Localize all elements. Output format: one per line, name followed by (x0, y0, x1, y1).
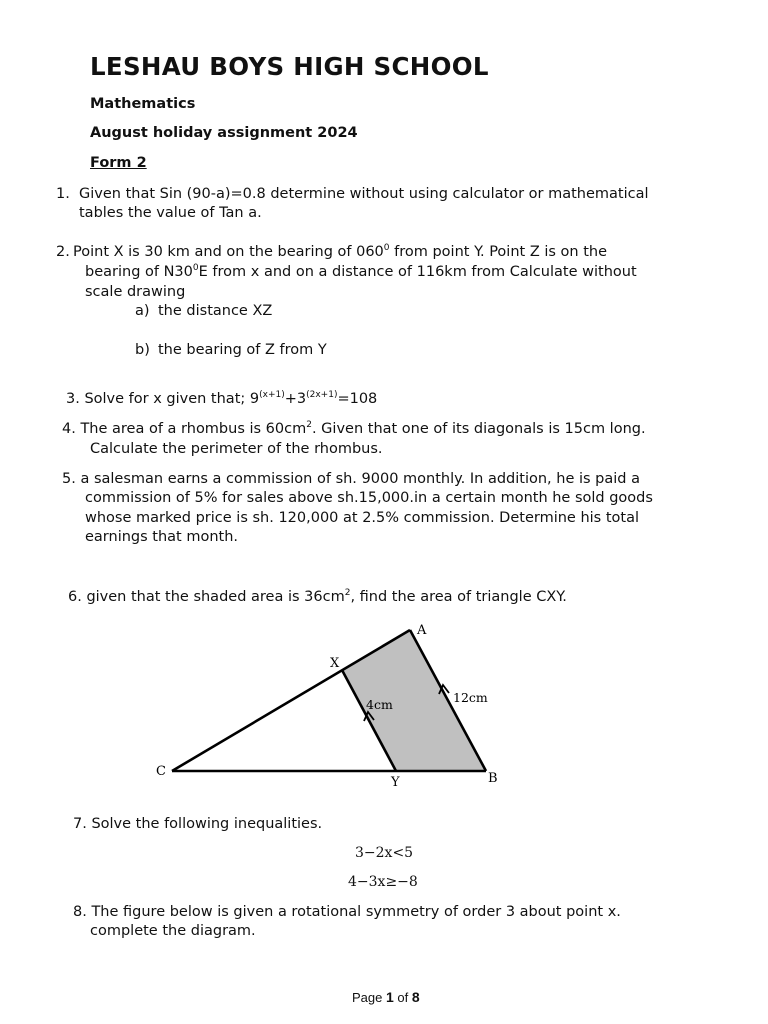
q2-line2: bearing of $N30^0E$ from x and on a distance of 116km from Calculate without (85, 263, 637, 280)
q3-text: 3. Solve for x given that; $9^{(x+1)}+3^{(2x+1)}=108$ (66, 390, 378, 407)
q8-line2: complete the diagram. (90, 923, 256, 939)
q7-inequality-1: 3−2x<5 (355, 845, 414, 861)
q5-line4: earnings that month. (85, 529, 239, 545)
q1-line1: Given that Sin (90-a)=0.8 determine without using calculator or mathematical (79, 186, 649, 202)
q2-line1: Point X is 30 km and on the bearing of $060^0$ from point Y. Point Z is on the (73, 243, 608, 260)
subject-heading: Mathematics (90, 96, 196, 112)
q4-line2: Calculate the perimeter of the rhombus. (90, 441, 383, 457)
page-footer: Page 1 of 8 (352, 989, 420, 1005)
q2-b-label: b) (135, 342, 150, 358)
q2-a-text: the distance XZ (158, 303, 273, 319)
school-title: LESHAU BOYS HIGH SCHOOL (90, 52, 489, 81)
q2-a-label: a) (135, 303, 150, 319)
assignment-heading: August holiday assignment 2024 (90, 125, 358, 141)
q1-line2: tables the value of Tan a. (79, 205, 262, 221)
form-heading: Form 2 (90, 155, 147, 171)
q5-line1: 5. a salesman earns a commission of sh. 9000 monthly. In addition, he is paid a (62, 471, 640, 487)
label-x: X (330, 656, 340, 671)
q7-inequality-2: 4−3x≥−8 (348, 874, 418, 890)
q5-line3: whose marked price is sh. 120,000 at 2.5% commission. Determine his total (85, 510, 639, 526)
label-y: Y (391, 775, 400, 790)
q1-number: 1. (56, 186, 70, 202)
label-4cm: 4cm (366, 697, 393, 712)
q6-text: 6. given that the shaded area is $36cm^2$, find the area of triangle CXY. (68, 588, 567, 605)
q2-b-text: the bearing of Z from Y (158, 342, 327, 358)
triangle-figure (150, 618, 510, 796)
label-12cm: 12cm (453, 690, 488, 705)
label-b: B (488, 771, 498, 786)
label-c: C (156, 764, 166, 779)
q5-line2: commission of 5% for sales above sh.15,000.in a certain month he sold goods (85, 490, 653, 506)
label-a: A (417, 623, 427, 638)
q2-number: 2. (56, 244, 70, 260)
q8-line1: 8. The figure below is given a rotational symmetry of order 3 about point x. (73, 904, 621, 920)
q7-text: 7. Solve the following inequalities. (73, 816, 323, 832)
q2-line3: scale drawing (85, 284, 186, 300)
q4-line1: 4. The area of a rhombus is $60cm^2$. Given that one of its diagonals is 15cm long. (62, 420, 646, 437)
